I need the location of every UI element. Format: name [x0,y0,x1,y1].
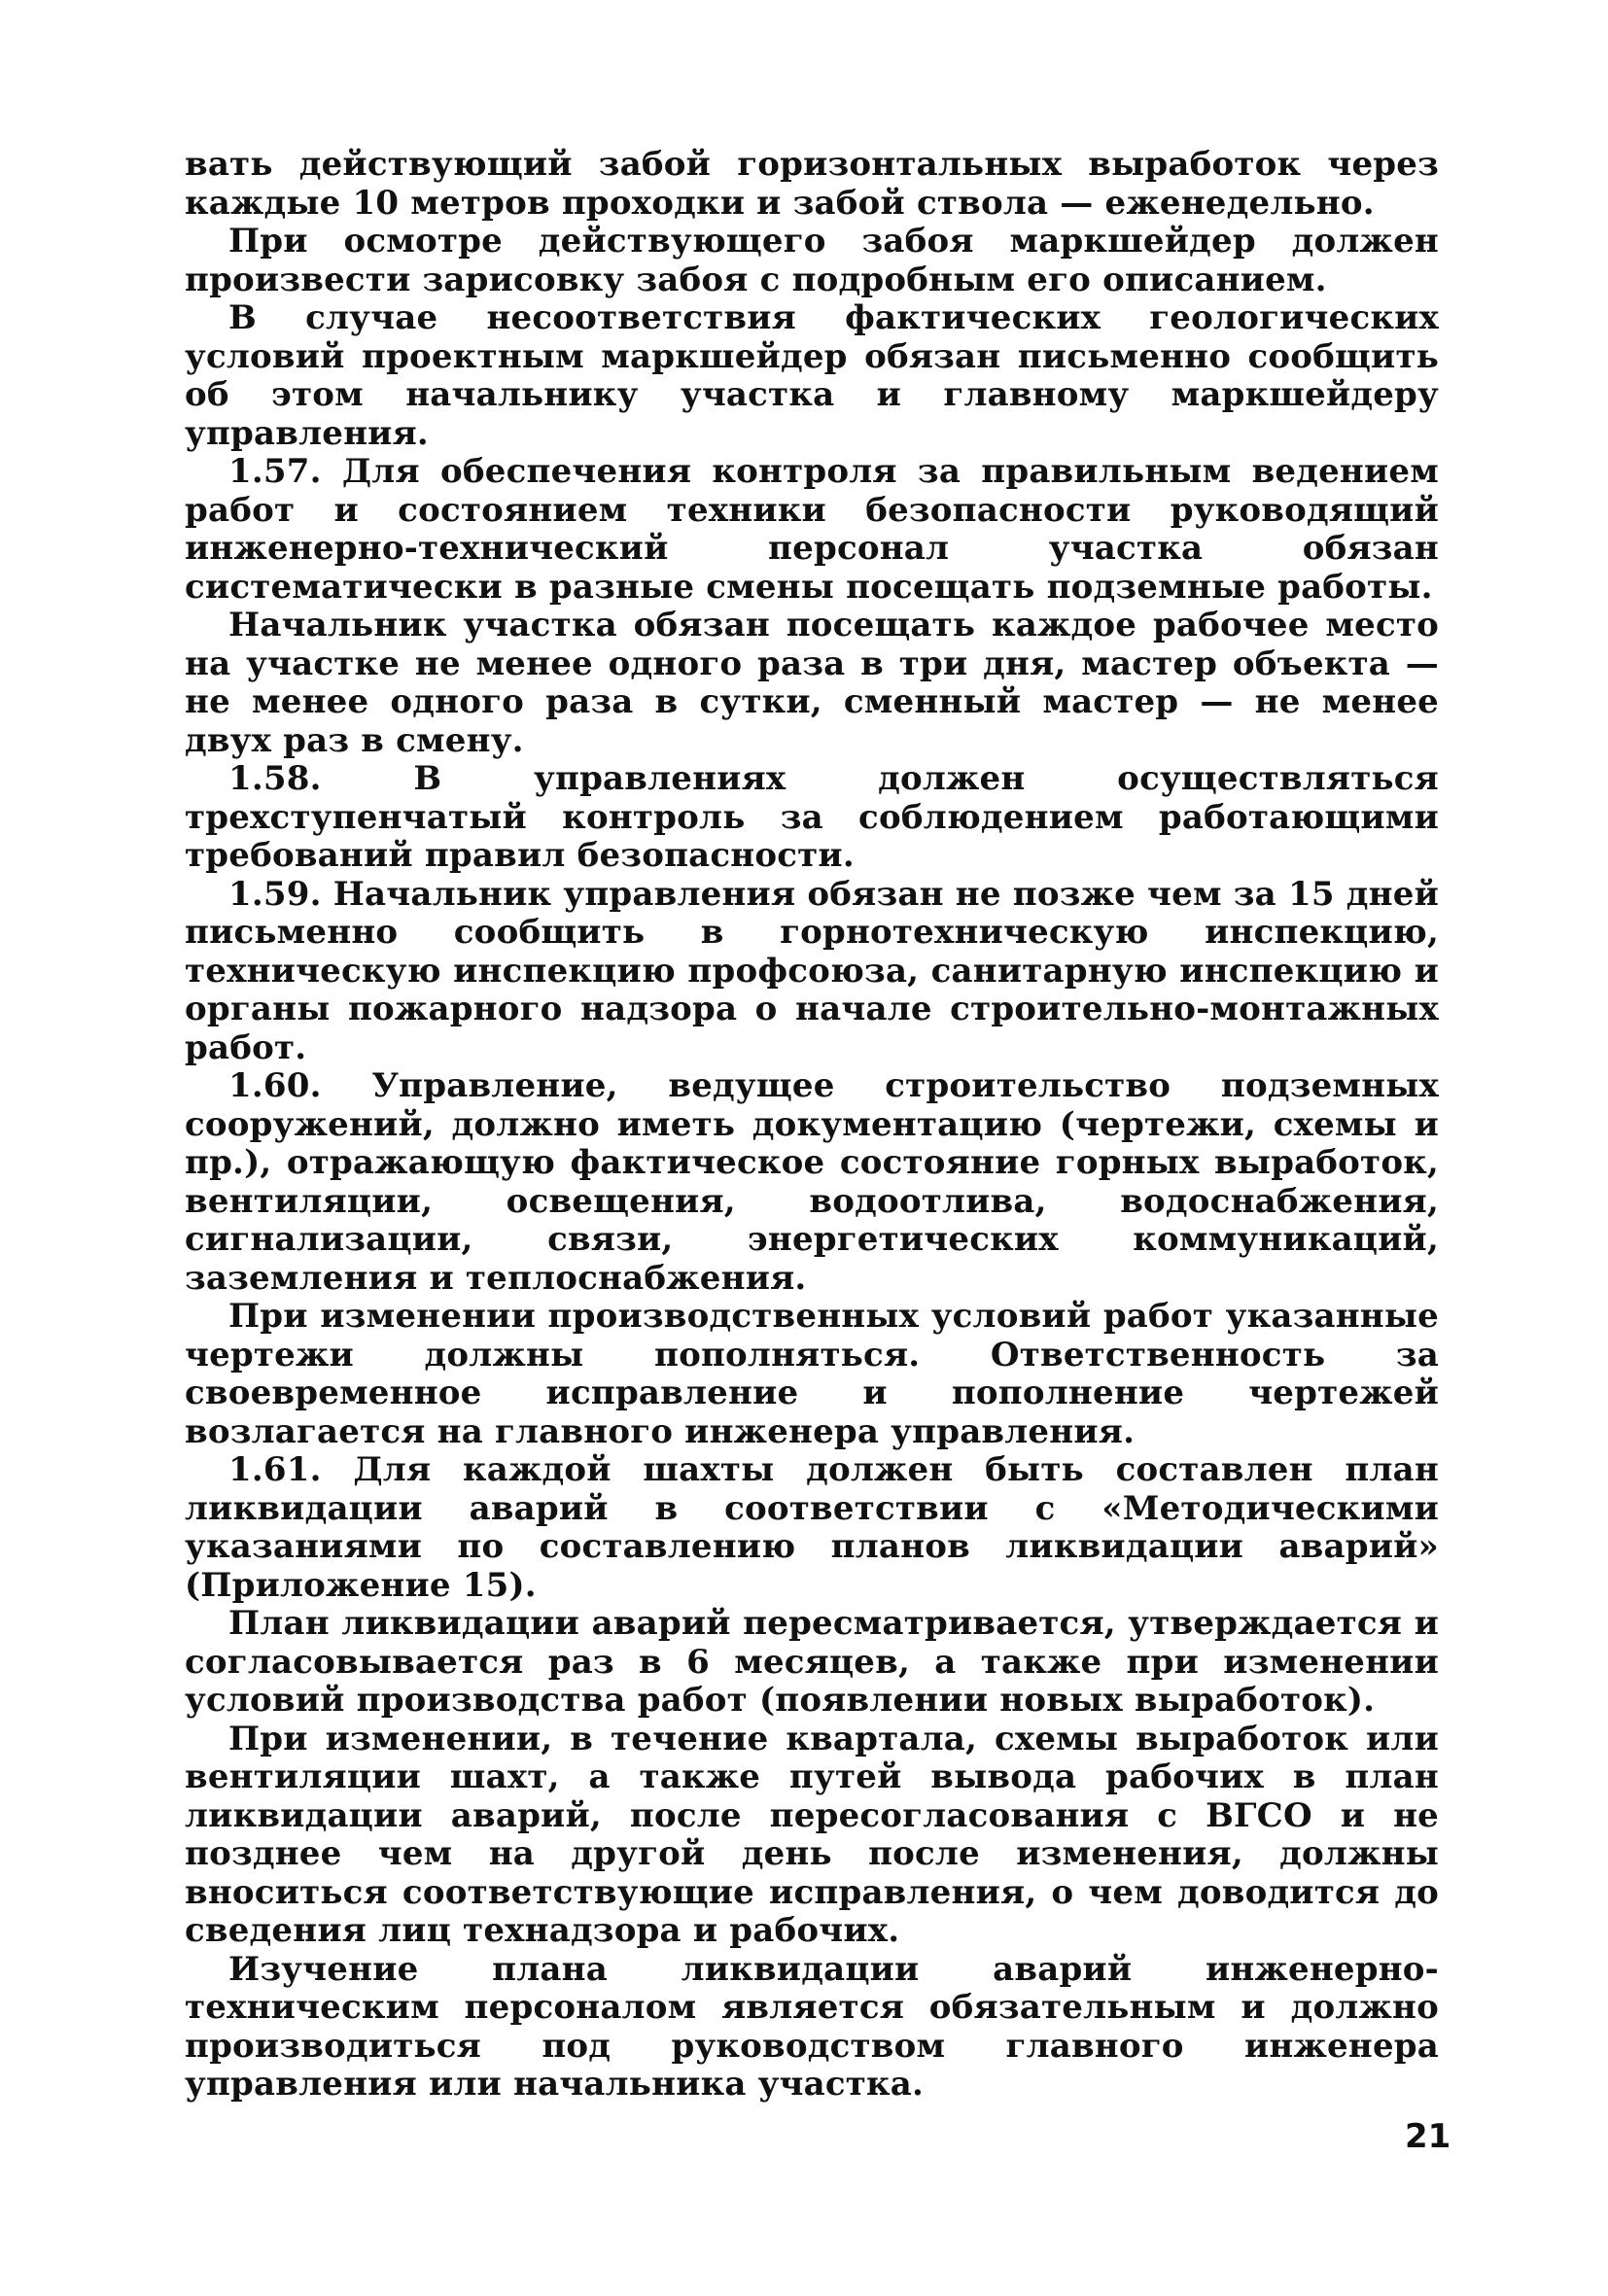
paragraph-4: 1.57. Для обеспечения контроля за правильным ведением работ и состоянием техники безопасности руководящий инженерно-технический персонал участка обязан систематически в разные смены посещать подземные работы. [185,452,1439,607]
paragraph-9: При изменении производственных условий работ указанные чертежи должны пополняться. Ответственность за своевременное исправление и пополнение чертежей возлагается на главного инженера управления. [185,1297,1439,1451]
paragraph-3: В случае несоответствия фактических геологических условий проектным маркшейдер обязан письменно сообщить об этом начальнику участка и главному маркшейдеру управления. [185,298,1439,453]
page-number: 21 [1405,2117,1451,2156]
paragraph-11: План ликвидации аварий пересматривается, утверждается и согласовывается раз в 6 месяцев, а также при изменении условий производства работ (появлении новых выработок). [185,1604,1439,1720]
paragraph-1: вать действующий забой горизонтальных выработок через каждые 10 метров проходки и забой ствола — еженедельно. [185,145,1439,223]
paragraph-5: Начальник участка обязан посещать каждое рабочее место на участке не менее одного раза в три дня, мастер объекта — не менее одного раза в сутки, сменный мастер — не менее двух раз в смену. [185,606,1439,760]
paragraph-7: 1.59. Начальник управления обязан не позже чем за 15 дней письменно сообщить в горнотехническую инспекцию, техническую инспекцию профсоюза, санитарную инспекцию и органы пожарного надзора о начале строительно-монтажных работ. [185,874,1439,1067]
document-page [185,145,1439,2104]
paragraph-13: Изучение плана ликвидации аварий инженерно-техническим персоналом является обязательным и должно производиться под руководством главного инженера управления или начальника участка. [185,1949,1439,2104]
paragraph-10: 1.61. Для каждой шахты должен быть составлен план ликвидации аварий в соответствии с «Методическими указаниями по составлению планов ликвидации аварий» (Приложение 15). [185,1450,1439,1605]
paragraph-12: При изменении, в течение квартала, схемы выработок или вентиляции шахт, а также путей вывода рабочих в план ликвидации аварий, после пересогласования с ВГСО и не позднее чем на другой день после изменения, должны вноситься соответствующие исправления, о чем доводится до сведения лиц технадзора и рабочих. [185,1719,1439,1950]
paragraph-6: 1.58. В управлениях должен осуществляться трехступенчатый контроль за соблюдением работающими требований правил безопасности. [185,759,1439,875]
paragraph-8: 1.60. Управление, ведущее строительство подземных сооружений, должно иметь документацию (чертежи, схемы и пр.), отражающую фактическое состояние горных выработок, вентиляции, освещения, водоотлива, водоснабжения, сигнализации, связи, энергетических коммуникаций, заземления и теплоснабжения. [185,1066,1439,1298]
paragraph-2: При осмотре действующего забоя маркшейдер должен произвести зарисовку забоя с подробным его описанием. [185,222,1439,299]
